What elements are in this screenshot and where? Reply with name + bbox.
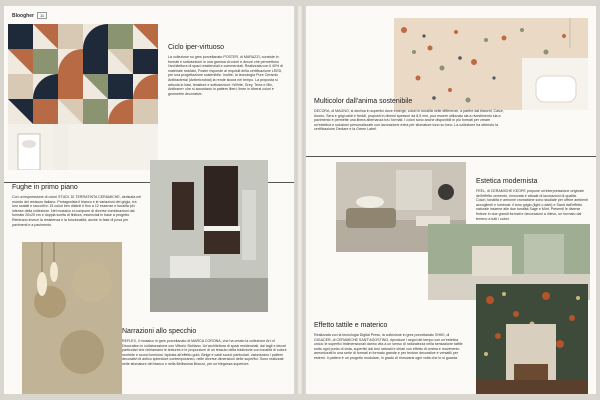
left-page	[4, 6, 294, 394]
section-estetica	[476, 178, 588, 221]
section-title: Fughe in primo piano	[12, 184, 78, 191]
right-page	[306, 6, 596, 394]
section-title: Effetto tattile e materico	[314, 322, 388, 329]
section-body: FEEL, di CERAMICHE KEOPE propone un'interpretazione originale dell'effetto cemento, rinnovata e attuale di lavorazioni di qualità. Colori, tonalità e armonie cromatiche sono studiate per offrire ambienti accoglienti e luminosi: il tono grigio (light o dark) e Sand dall'effetto naturale insieme alle due tonalità Sage e Mint. Presenti le diverse finiture in due grandi formati e decorazioni a rilievo, un formato dal terreno a tutti i colori.	[476, 189, 588, 221]
page-gutter	[296, 6, 304, 394]
section-tattile	[314, 322, 466, 361]
section-body: DECORA, di MAGNO, si declina in superfici dove emerge, colori in tonalità nelle differenze, a partire dai bianchi, Calce, Avorio, Sera e grigi caldi e freddi, proposti in diversi spessori da 8,5 mm, può essere utilizzato sia a rivestimento sia a pavimento e permette una libera alternanza tra i formati. I colori sono anche disponibili in più formati per creare un'estetica e soluzioni personalizzate con lavorazione extra per sfumature tono su tono. La collezione ha ottenuto la certificazione Declare e la Green Label.	[314, 109, 504, 132]
section-fughe	[12, 184, 142, 227]
section-title: Ciclo iper-virtuoso	[168, 44, 225, 51]
geometric-tile-pattern	[8, 24, 158, 170]
decora-terrazzo-image	[394, 18, 588, 110]
reflex-lamp-image	[22, 242, 122, 394]
section-multicolor	[314, 98, 508, 132]
page-number: 11	[37, 12, 47, 19]
page-header	[12, 12, 47, 19]
section-title: Estetica modernista	[476, 178, 538, 185]
divider-line	[306, 156, 596, 157]
section-ciclo	[168, 44, 286, 96]
poster-tiles-image	[8, 24, 158, 170]
section-body: Con un'espressione di colori STUDI, DI TERRATINTA CERAMICHE, dedicata nel mondo del restauro italiano. Protagonista il bianco e le variazioni del grigio, tra loro scalati e raccolti in 15 colori ben distinti e fino a 12 essenze e tonalità più intense della collezione. Nel mosaico si compone di diverse combinazioni dal formato 20x20 cm e doppia scelta di finitura, essenziali in base a progetto. Rientrano invece la resistenza e la funzionalità, anche in fase di posa per pavimenti e a pavimento.	[12, 195, 142, 227]
section-title: Narrazioni allo specchio	[122, 328, 197, 335]
terrazzo-wall-scene	[394, 18, 588, 110]
section-body: Realizzata con la tecnologia Digital Press, la collezione in gres porcellanato SHIKI, di GIGACER, di CERAMICHE SANT'AGOSTINO, riproduce i segni del tempo con un'estetica unica: le superfici tridimensionali danno vita a un senso di naturalezza nella sensazione tattile sotto ogni punto di vista, superfici dai toni naturali e chiari con effetto di ombra e movimento armonizzati in una serie di formati in formato grande e per texture decorative e versatili per esterni. Il pattern è un progetto modulare, in grado di rinnovarsi ogni volta che lo si guarda.	[314, 333, 463, 360]
pendant-lamp-scene	[22, 242, 122, 394]
bathroom-cabinet-scene	[150, 160, 268, 312]
brand-name: Bloogher	[12, 13, 34, 19]
floral-wall-scene	[476, 284, 588, 394]
section-body: REFLEX, il mosaico in gres porcellanato di MARCA CORONA, che ha creato la collezione Art of Decoration in collaborazione con Vittorio Siciliano. Un'architettura di spazi residenziali, dai tagli e decori particolari che richiamano le textures e le proporzioni di un tessuto della tradizione con tonalità di colore morbide e scorci luminosi. Ispirata all'effetto gold, Beige e caldi scorci particolari, valorizzano i pattern decorativi di antico splendore contemporaneo, nelle diverse dimensioni delle superfici. Sono realizzati nelle sfumature del bianco e nella Bellissima Bronzo, per un'eleganza superiore.	[122, 339, 287, 366]
section-title: Multicolor dall'anima sostenibile	[314, 98, 413, 105]
shiki-floral-image	[476, 284, 588, 394]
section-narrazioni	[122, 328, 288, 367]
section-body: La collezione su gres porcellanato POSTER, di MARAZZI, consiste in formati e sottosezioni in una gamma di colori e decori che permettono l'architettura di spazi residenziali e commerciali. Realizzata con il 40% di materiale riciclato, Poster risponde ai requisiti della certificazione LEED, per una progettazione sostenibile. Inoltre, la tecnologia Pure Ceramic Antibacterial (Antimicrobial) la rende sicura nel tempo. La proposta si articola in basi, tessiture e sottosezioni: «White, Grey, Terra e Mix, Antitrace» che si accostano in pattern liberi, linee in diversi colori e geometrie decorative.	[168, 55, 283, 96]
terratinta-bathroom-image	[150, 160, 268, 312]
